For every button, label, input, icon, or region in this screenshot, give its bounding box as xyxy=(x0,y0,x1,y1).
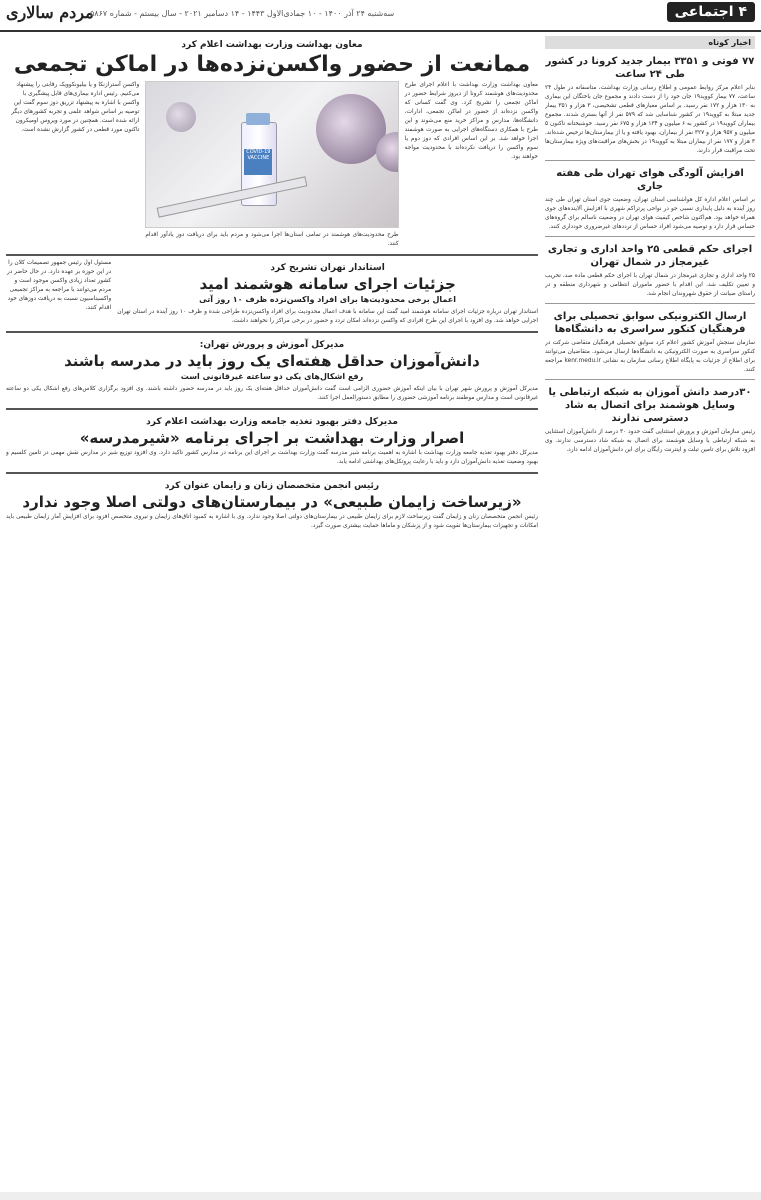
story3-headline: دانش‌آموزان حداقل هفته‌ای یک روز باید در مدرسه باشند xyxy=(64,352,480,371)
story-schools xyxy=(6,331,538,403)
brief-story xyxy=(545,55,755,156)
lead-sidebar: واکسن آسترازنکا و یا بیلیونکوویک رقابتی را پیشنهاد می‌کنیم. رئیس اداره بیماری‌های قابل پیشگیری با واکسن با اشاره به پیشنهاد تزریق دوز سوم گفت این توصیه بر اساس شواهد علمی و تجربه کشورهای دیگر ارائه شده است. همچنین در مورد ویروس اومیکرون تاکنون مورد قطعی در کشور گزارش نشده است. xyxy=(11,82,140,134)
story5-body: رئیس انجمن متخصصان زنان و زایمان گفت زیرساخت لازم برای زایمان طبیعی در بیمارستان‌های دولتی اصلا وجود ندارد. وی با اشاره به کمبود اتاق‌های زایمان و نیروی متخصص افزود برای افزایش آمار زایمان طبیعی باید امکانات و تجهیزات بیمارستان‌ها تقویت شود و از پزشکان و ماماها حمایت بیشتری صورت گیرد. xyxy=(6,514,538,530)
brief-headline: ارسال الکترونیکی سوابق تحصیلی برای فرهنگیان کنکور سراسری به دانشگاه‌ها xyxy=(553,310,747,335)
vial-label: COVID-19 VACCINE xyxy=(244,149,272,175)
brief-body: بر اساس اعلام اداره کل هواشناسی استان تهران، وضعیت جوی استان تهران طی چند روز آینده به دلیل پایداری نسبی جو در نواحی پرتراکم شهری با افزایش آلاینده‌های جوی همراه خواهد بود. هم‌اکنون شاخص کیفیت هوای تهران در وضعیت ناسالم برای گروه‌های حساس قرار دارد و توصیه می‌شود افراد حساس از ترددهای غیرضروری خودداری کنند. xyxy=(545,196,755,230)
story2-subhead: اعمال برخی محدودیت‌ها برای افراد واکسن‌نزده ظرف ۱۰ روز آتی xyxy=(199,295,457,305)
story4-headline: اصرار وزارت بهداشت بر اجرای برنامه «شیرمدرسه» xyxy=(79,429,465,448)
brief-body: ۲۵ واحد اداری و تجاری غیرمجاز در شمال تهران با اجرای حکم قطعی ماده صد، تخریب و تعیین تکلیف شد. این اقدام با حضور ماموران انتظامی و شهرداری منطقه و در راستای صیانت از حقوق شهروندان انجام شد. xyxy=(545,272,755,297)
brief-story xyxy=(545,243,755,299)
story2-headline: جزئیات اجرای سامانه هوشمند امید xyxy=(199,275,456,294)
brief-story xyxy=(545,167,755,232)
story-childbirth xyxy=(6,472,538,531)
lead-kicker: معاون بهداشت وزارت بهداشت اعلام کرد xyxy=(181,40,363,50)
brief-headline: افزایش آلودگی هوای تهران طی هفته جاری xyxy=(556,167,744,192)
story3-body: مدیرکل آموزش و پرورش شهر تهران با بیان اینکه آموزش حضوری الزامی است گفت دانش‌آموزان حداقل هفته‌ای یک روز باید در مدرسه حضور داشته باشند. وی افزود برگزاری کلاس‌های رفع اشکال یکی دو ساعته غیرقانونی است و مدارس موظفند برنامه آموزشی حضوری را مطابق دستورالعمل اجرا کنند. xyxy=(6,386,538,402)
story4-body: مدیرکل دفتر بهبود تغذیه جامعه وزارت بهداشت با اشاره به اهمیت برنامه شیر مدرسه گفت وزارت بهداشت بر اجرای این برنامه در مدارس کشور تاکید دارد. وی افزود توزیع شیر در مدارس نقش مهمی در تامین کلسیم و بهبود وضعیت تغذیه دانش‌آموزان دارد و باید با رعایت پروتکل‌های بهداشتی ادامه یابد. xyxy=(6,450,538,466)
story-omid xyxy=(6,254,538,326)
story5-headline: «زیرساخت زایمان طبیعی» در بیمارستان‌های دولتی اصلا وجود ندارد xyxy=(22,493,522,512)
story3-subhead: رفع اشکال‌های یکی دو ساعته غیرقانونی است xyxy=(180,372,364,382)
section-title: اجتماعی xyxy=(674,4,734,20)
story3-kicker: مدیرکل آموزش و پرورش تهران: xyxy=(199,340,345,351)
brief-headline: ۳۰درصد دانش آموزان به شبکه ارتباطی یا وسایل هوشمند برای اتصال به شاد دسترسی ندارند xyxy=(548,386,752,424)
page-header xyxy=(0,0,761,32)
brief-body: سازمان سنجش آموزش کشور اعلام کرد سوابق تحصیلی فرهنگیان متقاضی شرکت در کنکور سراسری به صورت الکترونیکی به دانشگاه‌ها ارسال می‌شود. متقاضیان می‌توانند برای اطلاع از جزئیات به پایگاه اطلاع رسانی سازمان به نشانی kenr.medu.ir مراجعه کنند. xyxy=(545,339,755,373)
main-area xyxy=(6,36,538,1192)
newspaper-logo: مردم سالاری xyxy=(6,3,94,22)
brief-body: رئیس سازمان آموزش و پرورش استثنایی گفت حدود ۳۰ درصد از دانش‌آموزان استثنایی به شبکه ارتباطی یا وسایل هوشمند برای اتصال به شبکه شاد دسترسی ندارند. وی افزود تلاش برای تامین تبلت و اینترنت رایگان برای این دانش‌آموزان ادامه دارد. xyxy=(545,428,755,453)
brief-story xyxy=(545,310,755,375)
lead-body: معاون بهداشت وزارت بهداشت با اعلام اجرای طرح محدودیت‌های هوشمند کرونا از دیروز شرایط حضور در اماکن تجمعی را تشریح کرد. وی گفت کسانی که واکسن نزده‌اند از حضور در اماکن تجمعی، ادارات، دانشگاه‌ها، مدارس و مراکز خرید منع می‌شوند و این طرح با همکاری دستگاه‌های اجرایی به صورت هوشمند اجرا خواهد شد. بر این اساس افرادی که دوز دوم یا سوم واکسن را دریافت نکرده‌اند با محدودیت مواجه خواهند بود. xyxy=(404,82,538,161)
syringe-icon xyxy=(157,177,308,218)
lead-story xyxy=(6,40,538,249)
brief-headline: ۷۷ فوتی و ۳۳۵۱ بیمار جدید کرونا در کشور طی ۲۴ ساعت xyxy=(545,56,755,80)
story2-body: استاندار تهران درباره جزئیات اجرای سامانه هوشمند امید گفت این سامانه با هدف اعمال محدودیت برای افراد واکسن‌نزده طراحی شده و ظرف ۱۰ روز آینده در استان تهران اجرایی خواهد شد. وی افزود با اجرای این طرح افرادی که واکسن نزده‌اند امکان تردد و حضور در برخی مراکز را نخواهند داشت. xyxy=(117,309,538,325)
page-footer-bar xyxy=(0,1192,761,1200)
story2-kicker: استاندار تهران تشریح کرد xyxy=(270,263,385,274)
dateline: سه‌شنبه ۲۴ آذر ۱۴۰۰ - ۱۰ جمادی‌الاول ۱۴۴۳ - ۱۴ دسامبر ۲۰۲۱ - سال بیستم - شماره ۵۸۶۷ xyxy=(90,9,395,18)
vaccine-photo xyxy=(145,81,398,228)
brief-headline: اجرای حکم قطعی ۲۵ واحد اداری و تجاری غیرمجاز در شمال تهران xyxy=(547,243,753,268)
story2-side-note: مسئول اول رئیس جمهور تصمیمات کلان را در این حوزه بر عهده دارد. در حال حاضر در کشور تعداد زیادی واکسن موجود است و مردم می‌توانند با مراجعه به مراکز تجمیعی واکسیناسیون نسبت به دریافت دوزهای خود اقدام کنند. xyxy=(6,260,112,312)
lead-body-continued: طرح محدودیت‌های هوشمند در تمامی استان‌ها اجرا می‌شود و مردم باید برای دریافت دوز یادآور اقدام کنند. xyxy=(145,232,399,248)
section-number: ۴ xyxy=(738,4,747,20)
story4-kicker: مدیرکل دفتر بهبود تغذیه جامعه وزارت بهداشت اعلام کرد xyxy=(146,417,398,428)
story-school-milk xyxy=(6,408,538,467)
story5-kicker: رئیس انجمن متخصصان زنان و زایمان عنوان کرد xyxy=(164,481,380,492)
news-box-label: اخبار کوتاه xyxy=(545,36,755,49)
lead-headline: ممانعت از حضور واکسن‌نزده‌ها در اماکن تجمعی xyxy=(13,52,531,77)
section-badge xyxy=(667,2,755,22)
brief-body: بنابر اعلام مرکز روابط عمومی و اطلاع رسانی وزارت بهداشت، متاسفانه در طول ۲۴ ساعت، ۷۷ بیمار کووید۱۹ جان خود را از دست دادند و مجموع جان باختگان این بیماری به ۱۳۰ هزار و ۱۷۲ نفر رسید. بر اساس معیارهای قطعی تشخیصی، ۳ هزار و ۳۵۱ بیمار جدید مبتلا به کووید۱۹ در کشور شناسایی شد که ۵۷۹ نفر از آنها بستری شدند. مجموع بیماران کووید۱۹ در کشور به ۶ میلیون و ۱۳۴ هزار و ۶۷۵ نفر رسید. خوشبختانه تاکنون ۵ میلیون و ۹۵۷ هزار و ۳۲۷ نفر از بیماران، بهبود یافته و یا از بیمارستان‌ها ترخیص شده‌اند. ۳ هزار و ۱۷۷ نفر از بیماران مبتلا به کووید۱۹ در بخش‌های مراقبت‌های ویژه بیمارستان‌ها تحت مراقبت قرار دارند. xyxy=(545,85,755,154)
right-column xyxy=(545,36,755,1192)
brief-story xyxy=(545,386,755,455)
